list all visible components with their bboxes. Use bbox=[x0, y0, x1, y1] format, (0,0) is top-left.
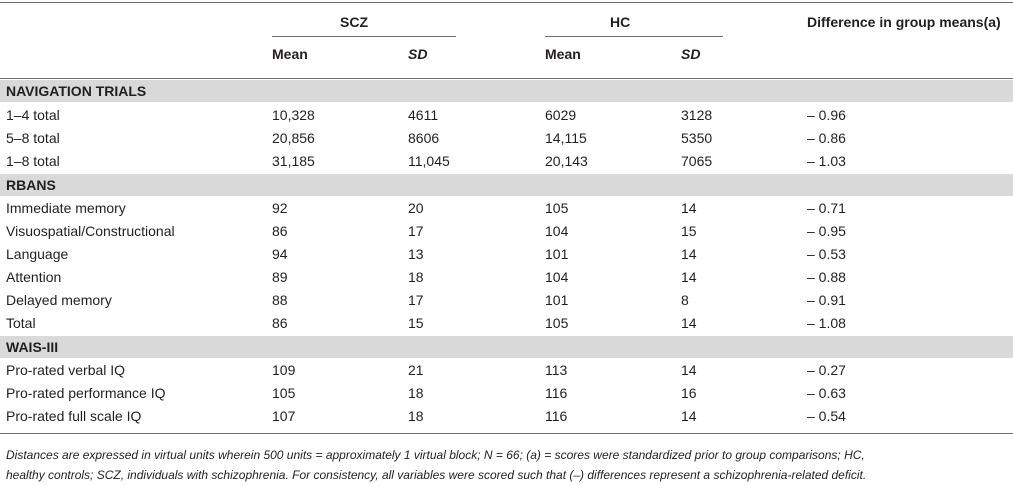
row-label: Pro-rated performance IQ bbox=[6, 385, 166, 401]
section-title: NAVIGATION TRIALS bbox=[6, 83, 147, 99]
difference: – 0.53 bbox=[807, 246, 846, 262]
bottom-rule bbox=[0, 433, 1013, 434]
scz-sd: 17 bbox=[408, 223, 424, 239]
hc-mean: 101 bbox=[545, 292, 569, 308]
hc-mean: 105 bbox=[545, 200, 569, 216]
section-title: RBANS bbox=[6, 177, 56, 193]
difference: – 0.95 bbox=[807, 223, 846, 239]
hc-sd: 14 bbox=[681, 408, 697, 424]
hc-sd: 14 bbox=[681, 315, 697, 331]
hc-sd: 16 bbox=[681, 385, 697, 401]
hc-mean: 113 bbox=[545, 362, 568, 378]
difference: – 0.96 bbox=[807, 107, 846, 123]
hc-mean: 104 bbox=[545, 269, 569, 285]
difference: – 0.88 bbox=[807, 269, 846, 285]
hc-sd: 15 bbox=[681, 223, 697, 239]
hc-sd: 14 bbox=[681, 200, 697, 216]
footnote-line: Distances are expressed in virtual units wherein 500 units = approximately 1 virtual block; N = 66; (a) = scores were standardized prior to group comparisons; HC, bbox=[6, 448, 865, 462]
row-label: Delayed memory bbox=[6, 292, 112, 308]
row-label: 1–4 total bbox=[6, 107, 60, 123]
scz-sd: 18 bbox=[408, 408, 424, 424]
footnote bbox=[6, 445, 1006, 485]
section-title: WAIS-III bbox=[6, 339, 59, 355]
row-label: Total bbox=[6, 315, 36, 331]
row-label: Pro-rated verbal IQ bbox=[6, 362, 126, 378]
hc-mean: 104 bbox=[545, 223, 569, 239]
scz-mean: 105 bbox=[272, 385, 296, 401]
top-rule bbox=[0, 2, 1013, 3]
row-label: Attention bbox=[6, 269, 62, 285]
hc-mean: 101 bbox=[545, 246, 569, 262]
hc-mean: 116 bbox=[545, 408, 568, 424]
table-row bbox=[0, 405, 1013, 428]
hc-mean: 105 bbox=[545, 315, 569, 331]
row-label: Immediate memory bbox=[6, 200, 126, 216]
scz-sd: 21 bbox=[408, 362, 424, 378]
scz-mean: 20,856 bbox=[272, 130, 315, 146]
scz-mean: 86 bbox=[272, 315, 288, 331]
hc-mean: 6029 bbox=[545, 107, 577, 123]
difference: – 0.71 bbox=[807, 200, 846, 216]
header-scz-sd: SD bbox=[408, 46, 428, 62]
section-band bbox=[0, 80, 1013, 102]
table-row bbox=[0, 266, 1013, 289]
difference: – 0.54 bbox=[807, 408, 846, 424]
table-row bbox=[0, 359, 1013, 382]
hc-mean: 20,143 bbox=[545, 153, 588, 169]
scz-sd: 15 bbox=[408, 315, 424, 331]
hc-mean: 14,115 bbox=[545, 130, 587, 146]
section-band bbox=[0, 174, 1013, 196]
scz-mean: 31,185 bbox=[272, 153, 315, 169]
table-row bbox=[0, 104, 1013, 127]
header-scz: SCZ bbox=[340, 14, 368, 30]
scz-sd: 8606 bbox=[408, 130, 440, 146]
table-row bbox=[0, 382, 1013, 405]
table-row bbox=[0, 150, 1013, 173]
header-hc-sd: SD bbox=[681, 46, 701, 62]
difference: – 0.91 bbox=[807, 292, 846, 308]
difference: – 1.03 bbox=[807, 153, 846, 169]
hc-sd: 8 bbox=[681, 292, 689, 308]
header-hc-mean: Mean bbox=[545, 46, 581, 62]
hc-mean: 116 bbox=[545, 385, 568, 401]
difference: – 0.86 bbox=[807, 130, 846, 146]
footnote-line: healthy controls; SCZ, individuals with schizophrenia. For consistency, all variables were scored such that (–) differences represent a schizophrenia-related deficit. bbox=[6, 468, 867, 482]
difference: – 1.08 bbox=[807, 315, 846, 331]
row-label: 5–8 total bbox=[6, 130, 60, 146]
scz-mean: 86 bbox=[272, 223, 288, 239]
hc-sd: 5350 bbox=[681, 130, 713, 146]
header-difference: Difference in group means(a) bbox=[807, 14, 1001, 30]
scz-sd: 20 bbox=[408, 200, 424, 216]
hc-sd: 14 bbox=[681, 269, 697, 285]
difference: – 0.27 bbox=[807, 362, 846, 378]
scz-mean: 94 bbox=[272, 246, 288, 262]
table-row bbox=[0, 220, 1013, 243]
table-row bbox=[0, 197, 1013, 220]
hc-sd: 3128 bbox=[681, 107, 713, 123]
section-band bbox=[0, 336, 1013, 358]
table-row bbox=[0, 127, 1013, 150]
row-label: Pro-rated full scale IQ bbox=[6, 408, 142, 424]
scz-sd: 17 bbox=[408, 292, 424, 308]
hc-underline bbox=[545, 36, 723, 37]
scz-mean: 10,328 bbox=[272, 107, 315, 123]
scz-mean: 92 bbox=[272, 200, 288, 216]
header-scz-mean: Mean bbox=[272, 46, 308, 62]
scz-sd: 13 bbox=[408, 246, 424, 262]
table-row bbox=[0, 289, 1013, 312]
scz-sd: 18 bbox=[408, 385, 424, 401]
hc-sd: 7065 bbox=[681, 153, 713, 169]
row-label: 1–8 total bbox=[6, 153, 60, 169]
scz-mean: 88 bbox=[272, 292, 288, 308]
row-label: Visuospatial/Constructional bbox=[6, 223, 175, 239]
header-rule bbox=[0, 78, 1013, 79]
scz-mean: 109 bbox=[272, 362, 296, 378]
scz-mean: 89 bbox=[272, 269, 288, 285]
table-row bbox=[0, 312, 1013, 335]
hc-sd: 14 bbox=[681, 362, 697, 378]
scz-underline bbox=[272, 36, 456, 37]
row-label: Language bbox=[6, 246, 69, 262]
table-row bbox=[0, 243, 1013, 266]
scz-sd: 11,045 bbox=[408, 153, 450, 169]
hc-sd: 14 bbox=[681, 246, 697, 262]
scz-sd: 4611 bbox=[408, 107, 439, 123]
header-hc: HC bbox=[610, 14, 631, 30]
difference: – 0.63 bbox=[807, 385, 846, 401]
scz-mean: 107 bbox=[272, 408, 296, 424]
scz-sd: 18 bbox=[408, 269, 424, 285]
